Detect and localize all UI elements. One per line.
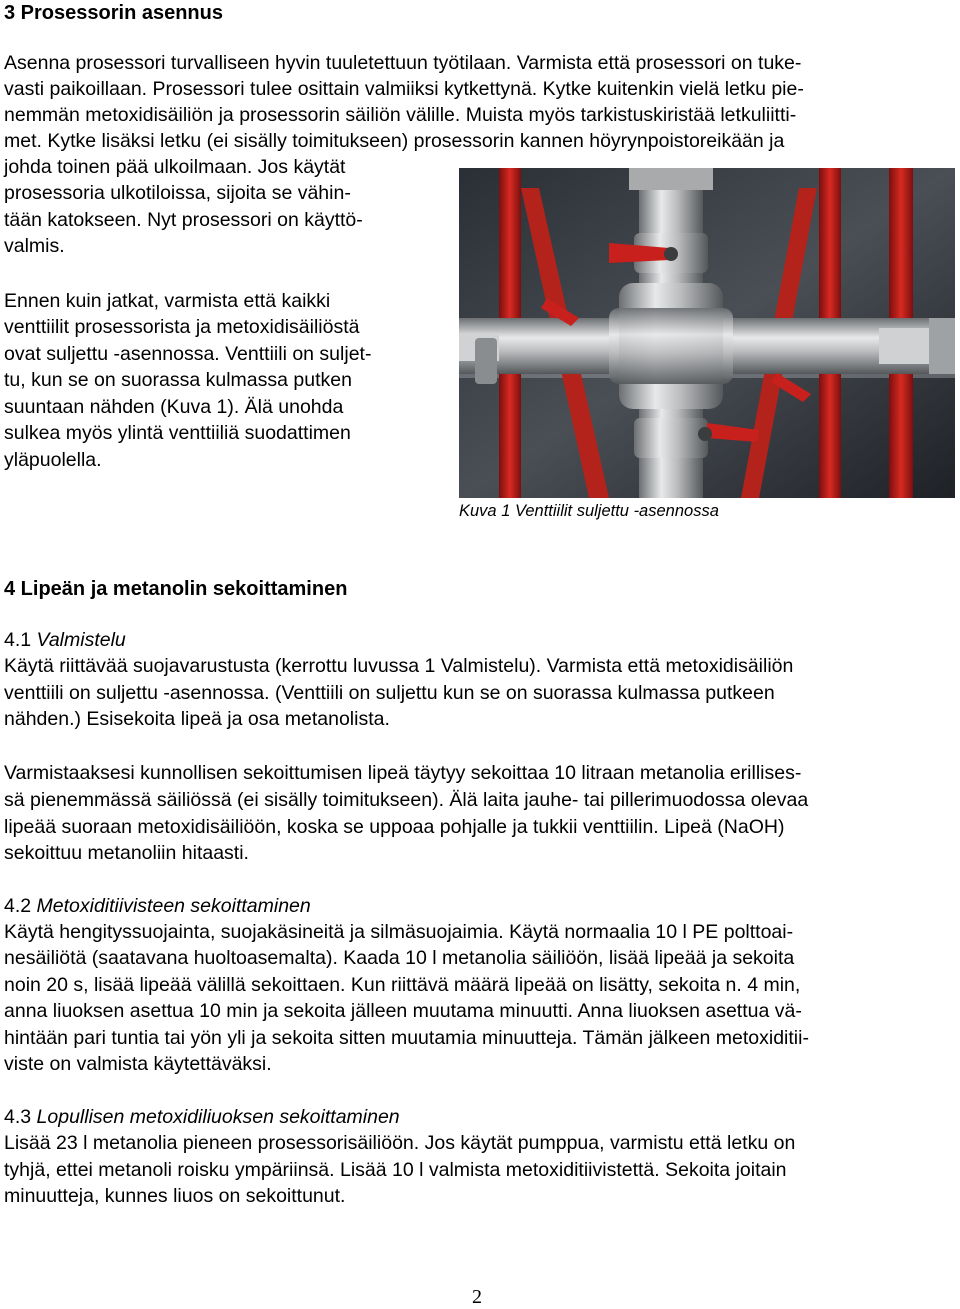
paragraph-line: nesäiliötä (saatavana huoltoasemalta). Kaada 10 l metanolia säiliöön, lisää lipeää ja sekoita (4, 947, 795, 969)
figure-caption: Kuva 1 Venttiilit suljettu -asennossa (459, 502, 719, 520)
paragraph-line: Asenna prosessori turvalliseen hyvin tuuletettuun työtilaan. Varmista että prosessori on tuke- (4, 52, 802, 74)
paragraph-line: valmis. (4, 235, 65, 257)
paragraph-line: lipeää suoraan metoxidisäiliöön, koska se uppoaa pohjalle ja tukkii venttiilin. Lipeä (NaOH) (4, 816, 785, 838)
valve-photo (459, 168, 955, 498)
paragraph-line: johda toinen pää ulkoilmaan. Jos käytät (4, 156, 346, 178)
section-4-heading: 4 Lipeän ja metanolin sekoittaminen (4, 578, 348, 600)
subsection-title: Valmistelu (36, 629, 126, 651)
paragraph-line: yläpuolella. (4, 449, 102, 471)
paragraph-line: vasti paikoillaan. Prosessori tulee osittain valmiiksi kytkettynä. Kytke kuitenkin vielä letku pie- (4, 78, 804, 100)
paragraph-line: met. Kytke lisäksi letku (ei sisälly toimitukseen) prosessorin kannen höyrynpoistoreikään ja (4, 130, 785, 152)
paragraph-line: sä pienemmässä säiliössä (ei sisälly toimitukseen). Älä laita jauhe- tai pillerimuodossa olevaa (4, 789, 809, 811)
paragraph-line: Varmistaaksesi kunnollisen sekoittumisen lipeä täytyy sekoittaa 10 litraan metanolia erillises- (4, 762, 802, 784)
paragraph-line: Lisää 23 l metanolia pieneen prosessorisäiliöön. Jos käytät pumppua, varmistu että letku on (4, 1132, 796, 1154)
paragraph-line: tyhjä, ettei metanoli roisku ympäriinsä. Lisää 10 l valmista metoxiditiivistettä. Sekoita joitain (4, 1159, 787, 1181)
paragraph-line: venttiili on suljettu -asennossa. (Venttiili on suljettu kun se on suorassa kulmassa putkeen (4, 682, 775, 704)
subsection-4-1-title (4, 627, 126, 653)
subsection-number: 4.3 (4, 1106, 32, 1128)
paragraph-line: nemmän metoxidisäiliön ja prosessorin säiliön välille. Muista myös tarkistuskiristää letkuliitti- (4, 104, 797, 126)
paragraph-line: nähden.) Esisekoita lipeä ja osa metanolista. (4, 708, 390, 730)
page-number: 2 (472, 1286, 482, 1308)
subsection-number: 4.1 (4, 629, 32, 651)
subsection-number: 4.2 (4, 895, 32, 917)
paragraph-line: anna liuoksen asettua 10 min ja sekoita jälleen muutama minuutti. Anna liuoksen asettua vä- (4, 1000, 802, 1022)
paragraph-line: prosessoria ulkotiloissa, sijoita se vähin- (4, 182, 351, 204)
paragraph-line: Ennen kuin jatkat, varmista että kaikki (4, 290, 331, 312)
subsection-title: Metoxiditiivisteen sekoittaminen (36, 895, 311, 917)
paragraph-line: sulkea myös ylintä venttiiliä suodattimen (4, 422, 351, 444)
paragraph-line: tään katokseen. Nyt prosessori on käyttö- (4, 209, 363, 231)
paragraph-line: noin 20 s, lisää lipeää välillä sekoittaen. Kun riittävä määrä lipeää on lisätty, sekoita n. 4 min, (4, 974, 801, 996)
paragraph-line: Käytä hengityssuojainta, suojakäsineitä ja silmäsuojaimia. Käytä normaalia 10 l PE polttoai- (4, 921, 794, 943)
paragraph-line: viste on valmista käytettäväksi. (4, 1053, 272, 1075)
paragraph-line: Käytä riittävää suojavarustusta (kerrottu luvussa 1 Valmistelu). Varmista että metoxidisäiliön (4, 655, 794, 677)
paragraph-line: hintään pari tuntia tai yön yli ja sekoita sitten muutamia minuutteja. Tämän jälkeen metoxiditii- (4, 1027, 809, 1049)
paragraph-line: venttiilit prosessorista ja metoxidisäiliöstä (4, 316, 360, 338)
subsection-title: Lopullisen metoxidiliuoksen sekoittaminen (36, 1106, 400, 1128)
paragraph-line: sekoittuu metanoliin hitaasti. (4, 842, 249, 864)
subsection-4-3-title (4, 1104, 400, 1130)
subsection-4-2-title (4, 893, 311, 919)
paragraph-line: minuutteja, kunnes liuos on sekoittunut. (4, 1185, 346, 1207)
paragraph-line: suuntaan nähden (Kuva 1). Älä unohda (4, 396, 344, 418)
paragraph-line: ovat suljettu -asennossa. Venttiili on suljet- (4, 343, 372, 365)
section-3-heading: 3 Prosessorin asennus (4, 2, 223, 24)
paragraph-line: tu, kun se on suorassa kulmassa putken (4, 369, 352, 391)
